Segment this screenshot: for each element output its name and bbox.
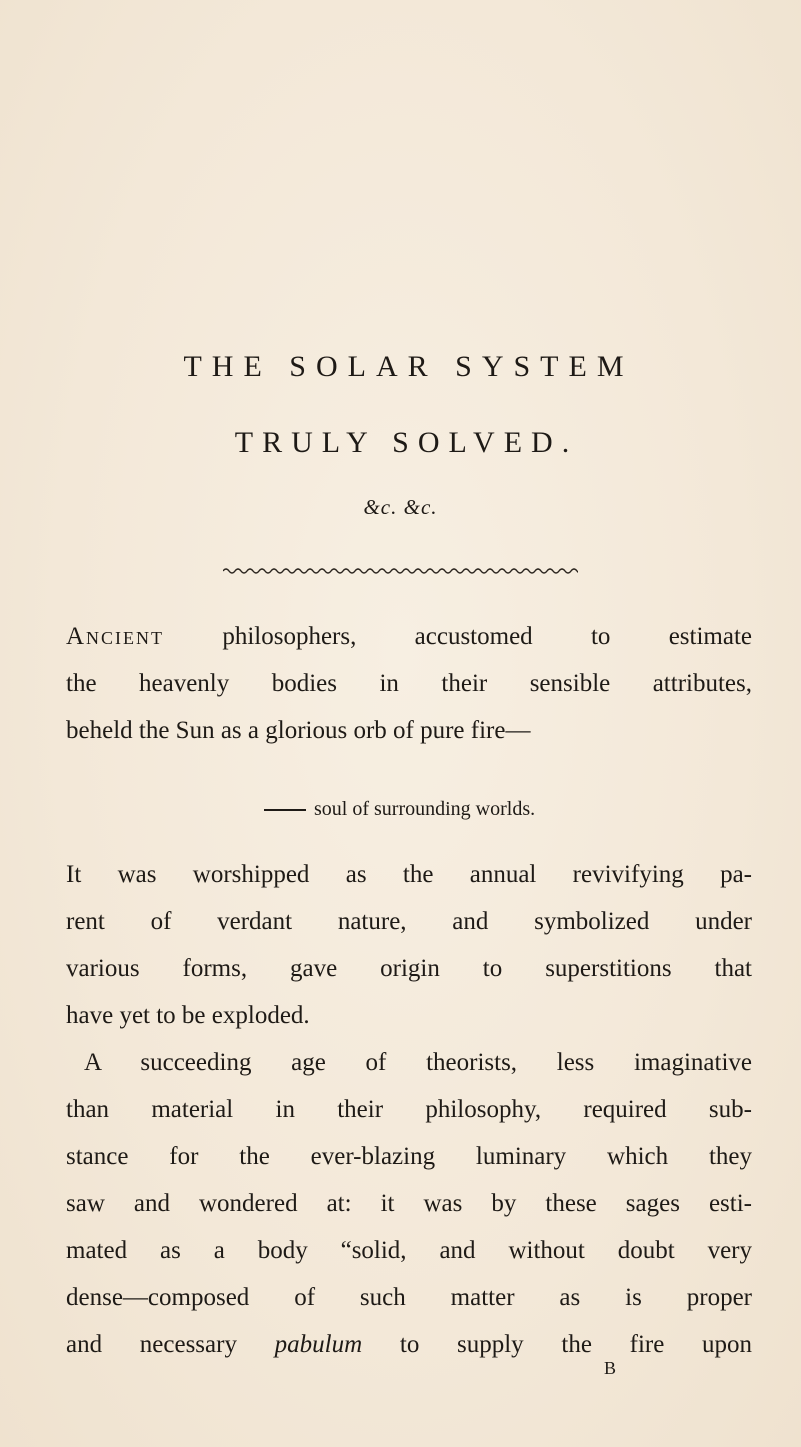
title-line-2: TRULY SOLVED. <box>234 426 579 459</box>
title-line-1: THE SOLAR SYSTEM <box>183 350 634 383</box>
paragraph-2 <box>66 851 752 1039</box>
quotation-line: soul of surrounding worlds. <box>264 798 535 821</box>
paragraph-3 <box>66 1039 752 1368</box>
paragraph-2-line-4: have yet to be exploded. <box>66 1002 310 1029</box>
paragraph-1-line-3: beheld the Sun as a glorious orb of pure fire— <box>66 717 531 744</box>
paragraph-1-lead: Ancient <box>66 623 165 650</box>
paragraph-3-line-6: dense—composed of such matter as is proper <box>66 1284 752 1311</box>
paragraph-3-line-5: mated as a body “solid, and without doubt very <box>66 1237 752 1264</box>
paragraph-2-line-1: It was worshipped as the annual revivifying pa- <box>66 861 752 888</box>
et-cetera: &c. &c. <box>363 495 438 519</box>
paragraph-1-line-1: Ancient philosophers, accustomed to estimate <box>66 623 752 650</box>
paragraph-2-line-2: rent of verdant nature, and symbolized under <box>66 908 752 935</box>
paragraph-3-line-7: and necessary pabulum to supply the fire upon <box>66 1331 753 1358</box>
paragraph-3-line-4: saw and wondered at: it was by these sages esti- <box>66 1190 752 1217</box>
wavy-rule-icon <box>223 566 578 576</box>
em-dash-rule <box>264 809 306 811</box>
paragraph-1-line-2: the heavenly bodies in their sensible attributes, <box>66 670 752 697</box>
paragraph-2-line-3: various forms, gave origin to superstitions that <box>66 955 752 982</box>
paragraph-3-line-3: stance for the ever-blazing luminary which they <box>66 1143 752 1170</box>
paragraph-3-line-1: A succeeding age of theorists, less imaginative <box>84 1049 752 1076</box>
paragraph-1 <box>66 613 752 754</box>
paragraph-3-line-2: than material in their philosophy, required sub- <box>66 1096 752 1123</box>
signature-mark: B <box>604 1358 617 1378</box>
italic-word: pabulum <box>274 1331 363 1358</box>
